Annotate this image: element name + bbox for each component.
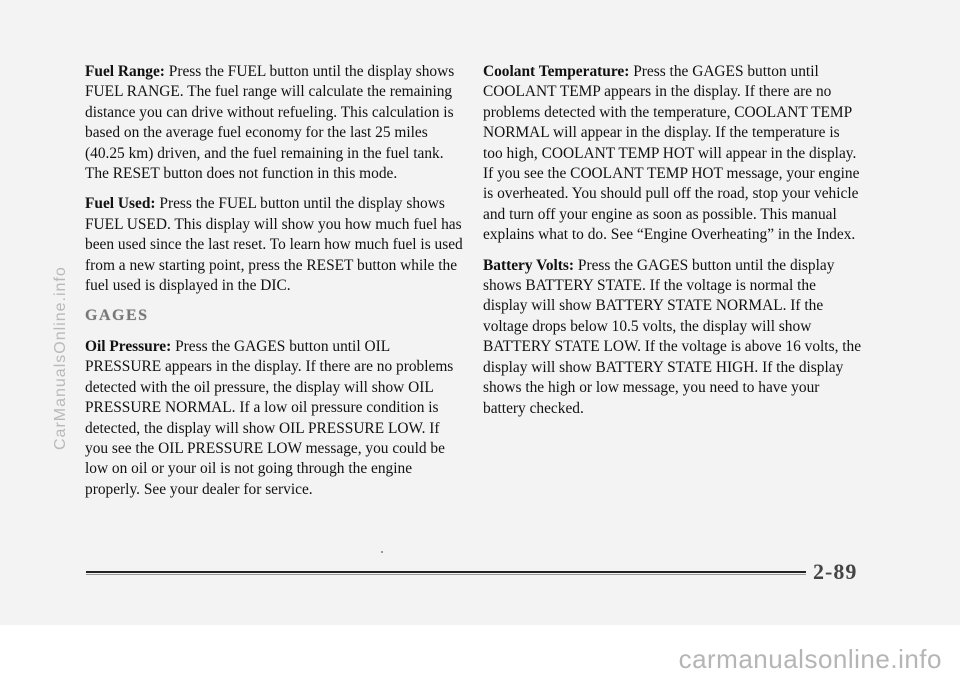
oil-pressure-paragraph <box>85 337 463 500</box>
page-number: 2-89 <box>813 559 858 584</box>
left-column <box>85 62 463 510</box>
fuel-range-paragraph <box>85 62 463 184</box>
gages-heading: GAGES <box>85 307 149 325</box>
coolant-temperature-text: Press the GAGES button until COOLANT TEMP appears in the display. If there are no problems detected with the temperature, COOLANT TEMP NORMAL will appear in the display. If the temperature is too high, COOLANT TEMP HOT will appear in the display. If you see the COOLANT TEMP HOT message, your engine is overheated. You should pull off the road, stop your vehicle and turn off your engine as soon as possible. This manual explains what to do. See “Engine Overheating” in the Index. <box>483 63 860 244</box>
footer-rule-shadow <box>86 574 806 575</box>
battery-volts-paragraph <box>483 256 863 419</box>
side-watermark: CarManualsOnline.info <box>52 266 69 450</box>
footer-site-watermark[interactable]: carmanualsonline.info <box>678 644 942 674</box>
battery-volts-text: Press the GAGES button until the display shows BATTERY STATE. If the voltage is normal the display will show BATTERY STATE NORMAL. If the voltage drops below 10.5 volts, the display will show BATTERY STATE LOW. If the voltage is above 16 volts, the display will show BATTERY STATE HIGH. If the display shows the high or low message, you need to have your battery checked. <box>483 256 862 417</box>
right-column <box>483 62 863 429</box>
fuel-range-term: Fuel Range: <box>85 63 165 80</box>
fuel-used-term: Fuel Used: <box>85 195 156 213</box>
coolant-temperature-term: Coolant Temperature: <box>483 63 630 80</box>
oil-pressure-term: Oil Pressure: <box>85 337 172 355</box>
fuel-used-text: Press the FUEL button until the display shows FUEL USED. This display will show you how much fuel has been used since the last reset. To learn how much fuel is used from a new starting point, press the RESET button while the fuel used is displayed in the DIC. <box>85 195 463 295</box>
footer-rule <box>86 571 806 573</box>
coolant-temperature-paragraph <box>483 62 863 246</box>
fuel-used-paragraph <box>85 194 463 296</box>
fuel-range-text: Press the FUEL button until the display shows FUEL RANGE. The fuel range will calculate the remaining distance you can drive without refueling. This calculation is based on the average fuel economy for the last 25 miles (40.25 km) driven, and the fuel remaining in the fuel tank. The RESET button does not function in this mode. <box>85 63 455 183</box>
battery-volts-term: Battery Volts: <box>483 256 575 274</box>
oil-pressure-text: Press the GAGES button until OIL PRESSURE appears in the display. If there are no problems detected with the oil pressure, the display will show OIL PRESSURE NORMAL. If a low oil pressure condition is detected, the display will show OIL PRESSURE LOW. If you see the OIL PRESSURE LOW message, you could be low on oil or your oil is not going through the engine properly. See your dealer for service. <box>85 337 454 498</box>
stray-dot <box>381 551 383 553</box>
